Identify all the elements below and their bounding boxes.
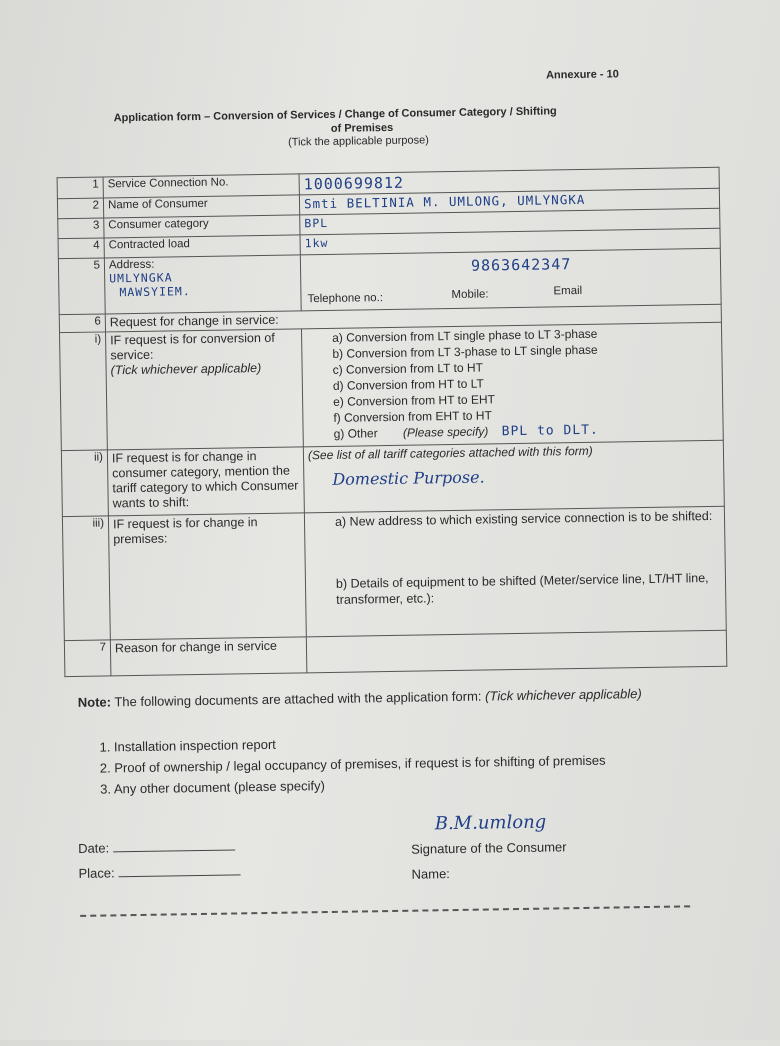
premises-equipment[interactable]: b) Details of equipment to be shifted (Meter/service line, LT/HT line, transformer, etc.): [335, 571, 709, 607]
row-label: Name of Consumer [103, 195, 299, 218]
row-number: 2 [57, 198, 103, 219]
address-line2[interactable]: MAWSYIEM. [119, 284, 191, 300]
place-field[interactable] [78, 863, 240, 881]
request-label: Request for change in service: [105, 304, 721, 332]
list-item[interactable]: 2. Proof of ownership / legal occupancy of premises, if request is for shifting of premises [99, 752, 606, 776]
row-label: Consumer category [104, 215, 300, 238]
category-label: IF request is for change in consumer category, mention the tariff category to which Consumer wants to shift: [107, 447, 304, 516]
reason-value[interactable] [306, 630, 727, 673]
list-item[interactable]: 1. Installation inspection report [99, 736, 276, 755]
premises-new-address[interactable]: a) New address to which existing service connection is to be shifted: [334, 508, 713, 529]
row-label: Service Connection No. [103, 174, 299, 198]
date-field[interactable] [78, 838, 235, 855]
specify-label: (Please specify) [402, 424, 489, 440]
consumer-category-value[interactable]: BPL [300, 208, 720, 235]
note-text: The following documents are attached with the application form: [110, 688, 486, 710]
category-cell [303, 440, 724, 513]
tariff-category-value[interactable]: Domestic Purpose. [332, 467, 485, 489]
category-row [61, 440, 724, 516]
divider-line [80, 905, 690, 917]
documents-list [99, 727, 690, 799]
form-title: Application form – Conversion of Services / Change of Consumer Category / Shifting [113, 105, 557, 125]
consumer-name-value[interactable]: Smti BELTINIA M. UMLONG, UMLYNGKA [299, 188, 719, 215]
mobile-label: Mobile: [451, 288, 489, 302]
reason-label: Reason for change in service [110, 637, 307, 676]
conversion-options [301, 322, 723, 447]
signature-handwritten: B.M.umlong [434, 811, 547, 835]
place-label: Place: [78, 865, 115, 881]
email-label: Email [553, 284, 583, 298]
conversion-label: IF request is for conversion of service: [110, 330, 275, 363]
date-label: Date: [78, 840, 110, 856]
option-c[interactable]: c) Conversion from LT to HT [332, 360, 483, 377]
row-number: 4 [58, 238, 104, 259]
note-italic: (Tick whichever applicable) [484, 686, 642, 704]
row-number: i) [60, 332, 108, 451]
conversion-row [60, 322, 724, 450]
place-line[interactable] [118, 864, 240, 877]
specify-value[interactable]: BPL to DLT. [501, 422, 599, 440]
row-label: Contracted load [104, 235, 300, 258]
form-subtitle: (Tick the applicable purpose) [287, 134, 429, 149]
option-a[interactable]: a) Conversion from LT single phase to LT 3-phase [332, 326, 598, 345]
conversion-hint: (Tick whichever applicable) [110, 361, 262, 378]
documents-note [78, 685, 688, 710]
address-row [58, 248, 721, 314]
conversion-label-cell [106, 329, 304, 450]
option-d[interactable]: d) Conversion from HT to LT [332, 376, 484, 393]
contact-cell [300, 248, 721, 311]
row-number: 7 [64, 640, 111, 677]
option-e[interactable]: e) Conversion from HT to EHT [333, 392, 496, 409]
option-b[interactable]: b) Conversion from LT 3-phase to LT single phase [332, 342, 598, 361]
contracted-load-value[interactable]: 1kw [300, 228, 720, 255]
telephone-label: Telephone no.: [307, 292, 384, 306]
row-number: 3 [58, 218, 104, 239]
premises-label: IF request is for change in premises: [108, 513, 306, 640]
list-item[interactable]: 3. Any other document (please specify) [100, 778, 326, 797]
date-line[interactable] [113, 839, 235, 852]
option-f[interactable]: f) Conversion from EHT to HT [333, 408, 492, 425]
premises-row [62, 506, 726, 640]
address-label: Address: [108, 258, 155, 272]
address-cell [104, 255, 301, 314]
row-number: 6 [59, 314, 105, 333]
application-table [57, 167, 728, 677]
row-number: ii) [61, 450, 108, 517]
premises-cell [304, 506, 726, 637]
option-g[interactable]: g) Other [333, 426, 378, 441]
address-line1[interactable]: UMLYNGKA [109, 270, 173, 286]
mobile-value[interactable]: 9863642347 [470, 255, 572, 275]
annexure-label: Annexure - 10 [545, 68, 619, 82]
row-number: iii) [62, 516, 110, 641]
signature-label: Signature of the Consumer [411, 839, 567, 857]
name-label: Name: [411, 866, 450, 882]
note-bold: Note: [77, 694, 112, 710]
service-connection-value[interactable]: 1000699812 [299, 167, 719, 195]
tariff-note: (See list of all tariff categories attached with this form) [307, 443, 593, 463]
form-title-line2: of Premises [330, 121, 394, 135]
row-number: 5 [58, 258, 105, 315]
row-number: 1 [57, 177, 103, 199]
